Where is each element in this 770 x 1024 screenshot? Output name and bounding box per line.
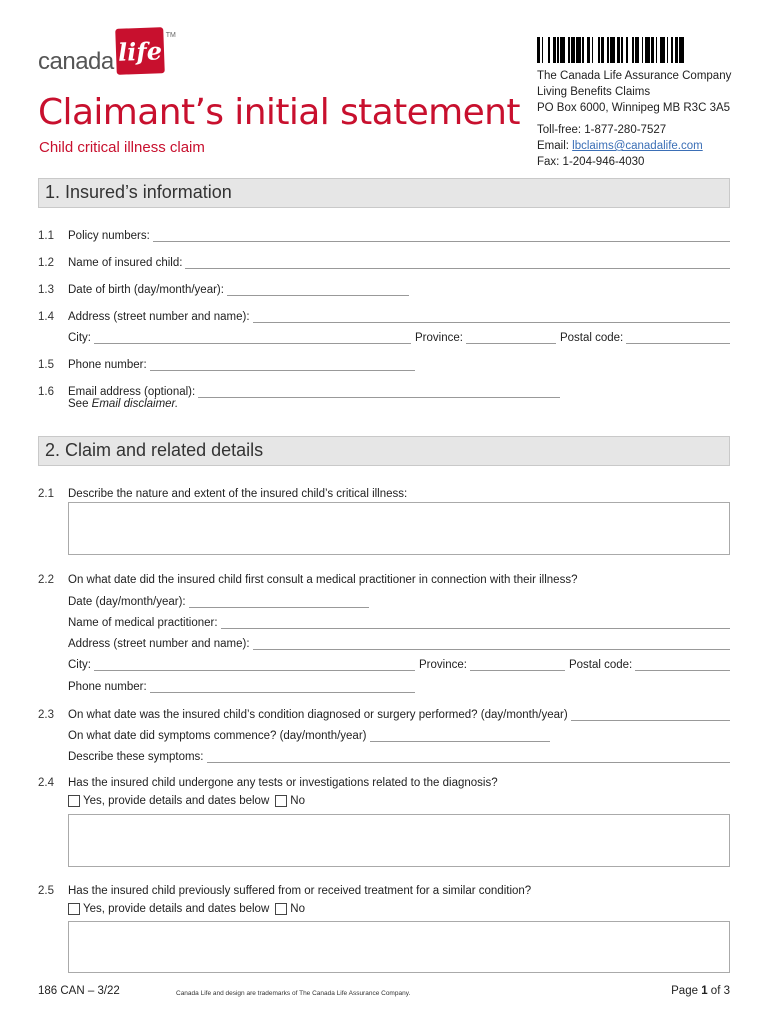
- row-first-consult: [38, 570, 730, 586]
- date-of-birth-label: Date of birth (day/month/year):: [68, 284, 224, 296]
- city-label: City:: [68, 332, 91, 344]
- child-name-field[interactable]: [185, 257, 730, 269]
- practitioner-address-label: Address (street number and name):: [68, 638, 250, 650]
- item-number: 1.4: [38, 311, 54, 323]
- row-consult-date: [68, 592, 369, 608]
- page-total: of 3: [707, 985, 730, 997]
- logo-life-mark: life: [115, 27, 165, 75]
- company-fax: Fax: 1-204-946-4030: [537, 156, 645, 168]
- date-of-birth-field[interactable]: [227, 284, 409, 296]
- postal-code-label: Postal code:: [559, 332, 624, 344]
- item-number: 2.2: [38, 574, 54, 586]
- row-diagnosis-date: [38, 705, 730, 721]
- policy-numbers-field[interactable]: [153, 230, 730, 242]
- row-phone: [38, 355, 730, 371]
- tests-options: [68, 795, 305, 807]
- barcode-bar: [684, 37, 687, 63]
- row-email: [38, 382, 730, 398]
- practitioner-province-field[interactable]: [470, 659, 565, 671]
- row-tests: [38, 773, 730, 789]
- previous-yes-checkbox[interactable]: [68, 903, 80, 915]
- item-number: 1.6: [38, 386, 54, 398]
- section-1-header: 1. Insured’s information: [38, 178, 730, 208]
- page-number: [671, 985, 730, 997]
- row-practitioner-phone: [68, 677, 415, 693]
- item-number: 1.3: [38, 284, 54, 296]
- see-text: See: [68, 398, 92, 410]
- phone-field[interactable]: [150, 359, 415, 371]
- page-subtitle: Child critical illness claim: [39, 139, 205, 156]
- practitioner-label: Name of medical practitioner:: [68, 617, 218, 629]
- symptoms-desc-label: Describe these symptoms:: [68, 751, 204, 763]
- practitioner-postal-field[interactable]: [635, 659, 730, 671]
- company-tollfree: Toll-free: 1-877-280-7527: [537, 124, 667, 136]
- previous-condition-options: [68, 903, 305, 915]
- illness-description-label: Describe the nature and extent of the insured child’s critical illness:: [68, 488, 408, 500]
- symptoms-date-field[interactable]: [370, 730, 550, 742]
- child-name-label: Name of insured child:: [68, 257, 183, 269]
- diagnosis-date-label: On what date was the insured child’s condition diagnosed or surgery performed? (day/month/year): [68, 709, 568, 721]
- email-label: Email:: [537, 140, 573, 152]
- previous-no-checkbox[interactable]: [275, 903, 287, 915]
- consult-date-field[interactable]: [189, 596, 369, 608]
- row-previous-condition: [38, 881, 730, 897]
- practitioner-city-field[interactable]: [94, 659, 415, 671]
- tests-no-checkbox[interactable]: [275, 795, 287, 807]
- logo-wordmark: canada: [38, 48, 114, 75]
- province-field[interactable]: [466, 332, 556, 344]
- phone-label: Phone number:: [68, 359, 147, 371]
- email-disclaimer-ref: Email disclaimer.: [91, 398, 179, 410]
- practitioner-city-label: City:: [68, 659, 91, 671]
- first-consult-label: On what date did the insured child first consult a medical practitioner in connection with their illness?: [68, 574, 578, 586]
- practitioner-province-label: Province:: [419, 659, 467, 671]
- policy-numbers-label: Policy numbers:: [68, 230, 150, 242]
- row-practitioner-address: [68, 634, 730, 650]
- canada-life-logo: [38, 28, 176, 76]
- section-2-header: 2. Claim and related details: [38, 436, 730, 466]
- symptoms-desc-field[interactable]: [207, 751, 731, 763]
- practitioner-postal-label: Postal code:: [568, 659, 633, 671]
- tests-label: Has the insured child undergone any tests or investigations related to the diagnosis?: [68, 777, 498, 789]
- row-city-province-postal: [68, 328, 730, 344]
- company-name: The Canada Life Assurance Company: [537, 70, 732, 82]
- consult-date-label: Date (day/month/year):: [68, 596, 186, 608]
- page-current: 1: [701, 985, 708, 997]
- row-illness-description: [38, 484, 730, 500]
- company-address: PO Box 6000, Winnipeg MB R3C 3A5: [537, 102, 731, 114]
- postal-code-field[interactable]: [626, 332, 730, 344]
- row-practitioner-city: [68, 655, 730, 671]
- tests-no-label: No: [290, 795, 305, 807]
- company-info: [537, 68, 731, 170]
- item-number: 2.1: [38, 488, 54, 500]
- tests-yes-label: Yes, provide details and dates below: [83, 795, 270, 807]
- practitioner-phone-label: Phone number:: [68, 681, 147, 693]
- page-prefix: Page: [671, 985, 702, 997]
- previous-details-box[interactable]: [68, 921, 730, 973]
- address-label: Address (street number and name):: [68, 311, 250, 323]
- form-code: 186 CAN – 3/22: [38, 985, 120, 997]
- tests-details-box[interactable]: [68, 814, 730, 867]
- province-label: Province:: [415, 332, 463, 344]
- barcode: [537, 37, 687, 63]
- row-policy-numbers: [38, 226, 730, 242]
- previous-condition-label: Has the insured child previously suffered from or received treatment for a similar condition?: [68, 885, 532, 897]
- symptoms-date-label: On what date did symptoms commence? (day/month/year): [68, 730, 367, 742]
- email-link[interactable]: lbclaims@canadalife.com: [572, 140, 703, 152]
- previous-yes-label: Yes, provide details and dates below: [83, 903, 270, 915]
- item-number: 2.5: [38, 885, 54, 897]
- row-address: [38, 307, 730, 323]
- item-number: 1.1: [38, 230, 54, 242]
- row-symptoms-date: [68, 726, 550, 742]
- practitioner-phone-field[interactable]: [150, 681, 415, 693]
- row-child-name: [38, 253, 730, 269]
- illness-description-box[interactable]: [68, 502, 730, 555]
- row-date-of-birth: [38, 280, 730, 296]
- address-field[interactable]: [253, 311, 730, 323]
- item-number: 1.5: [38, 359, 54, 371]
- row-practitioner: [68, 613, 730, 629]
- diagnosis-date-field[interactable]: [571, 709, 730, 721]
- city-field[interactable]: [94, 332, 411, 344]
- item-number: 1.2: [38, 257, 54, 269]
- logo-trademark: TM: [165, 32, 176, 39]
- email-address-label: Email address (optional):: [68, 386, 196, 398]
- practitioner-address-field[interactable]: [253, 638, 730, 650]
- row-symptoms-desc: [68, 747, 730, 763]
- item-number: 2.3: [38, 709, 54, 721]
- practitioner-field[interactable]: [221, 617, 730, 629]
- item-number: 2.4: [38, 777, 54, 789]
- email-disclaimer-note: [68, 398, 178, 410]
- previous-no-label: No: [290, 903, 305, 915]
- tests-yes-checkbox[interactable]: [68, 795, 80, 807]
- page-title: Claimant’s initial statement: [38, 92, 520, 133]
- company-email-row: [537, 138, 731, 154]
- trademark-notice: Canada Life and design are trademarks of The Canada Life Assurance Company.: [176, 990, 411, 997]
- company-dept: Living Benefits Claims: [537, 86, 651, 98]
- email-address-field[interactable]: [198, 386, 560, 398]
